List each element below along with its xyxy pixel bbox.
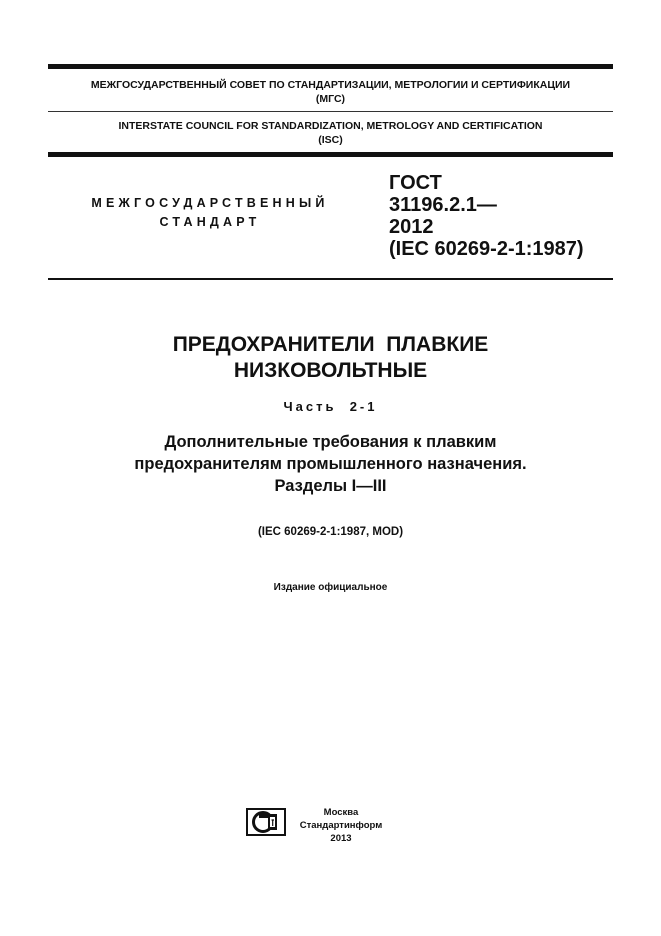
subtitle-line3: Разделы I—III (274, 477, 387, 495)
document-subtitle (40, 431, 621, 497)
title-line2: НИЗКОВОЛЬТНЫЕ (233, 359, 428, 382)
standard-type-line1: МЕЖГОСУДАРСТВЕННЫЙ (91, 196, 329, 210)
title-line1: ПРЕДОХРАНИТЕЛИ ПЛАВКИЕ (172, 333, 489, 356)
gost-prefix: ГОСТ (389, 172, 442, 194)
mid-rule (48, 152, 613, 157)
publisher-city: Москва (323, 807, 359, 818)
edition-note: Издание официальное (273, 582, 388, 593)
part-number: Часть 2-1 (283, 399, 378, 414)
thin-rule (48, 111, 613, 112)
council-russian (48, 78, 613, 106)
publisher-block (296, 806, 386, 845)
gost-number: 31196.2.1— (389, 194, 497, 216)
standartinform-logo-icon (246, 808, 286, 836)
subtitle-line1: Дополнительные требования к плавким (164, 433, 497, 451)
council-ru-abbr: (МГС) (315, 93, 346, 105)
council-english (48, 119, 613, 147)
standard-designation (389, 172, 609, 260)
standard-type-line2: СТАНДАРТ (159, 215, 261, 229)
publisher-year: 2013 (330, 833, 352, 844)
standard-type (60, 194, 360, 232)
bottom-rule (48, 278, 613, 280)
council-en-name: INTERSTATE COUNCIL FOR STANDARDIZATION, METROLOGY AND CERTIFICATION (118, 120, 543, 132)
gost-iec: (IEC 60269-2-1:1987) (389, 238, 584, 260)
document-title (40, 332, 621, 384)
iec-reference: (IEC 60269-2-1:1987, MOD) (257, 526, 404, 538)
publisher-name: Стандартинформ (299, 820, 383, 831)
gost-year: 2012 (389, 216, 434, 238)
top-rule (48, 64, 613, 69)
subtitle-line2: предохранителям промышленного назначения. (134, 455, 527, 473)
council-en-abbr: (ISC) (318, 134, 343, 146)
council-ru-name: МЕЖГОСУДАРСТВЕННЫЙ СОВЕТ ПО СТАНДАРТИЗАЦИИ, МЕТРОЛОГИИ И СЕРТИФИКАЦИИ (90, 79, 571, 91)
